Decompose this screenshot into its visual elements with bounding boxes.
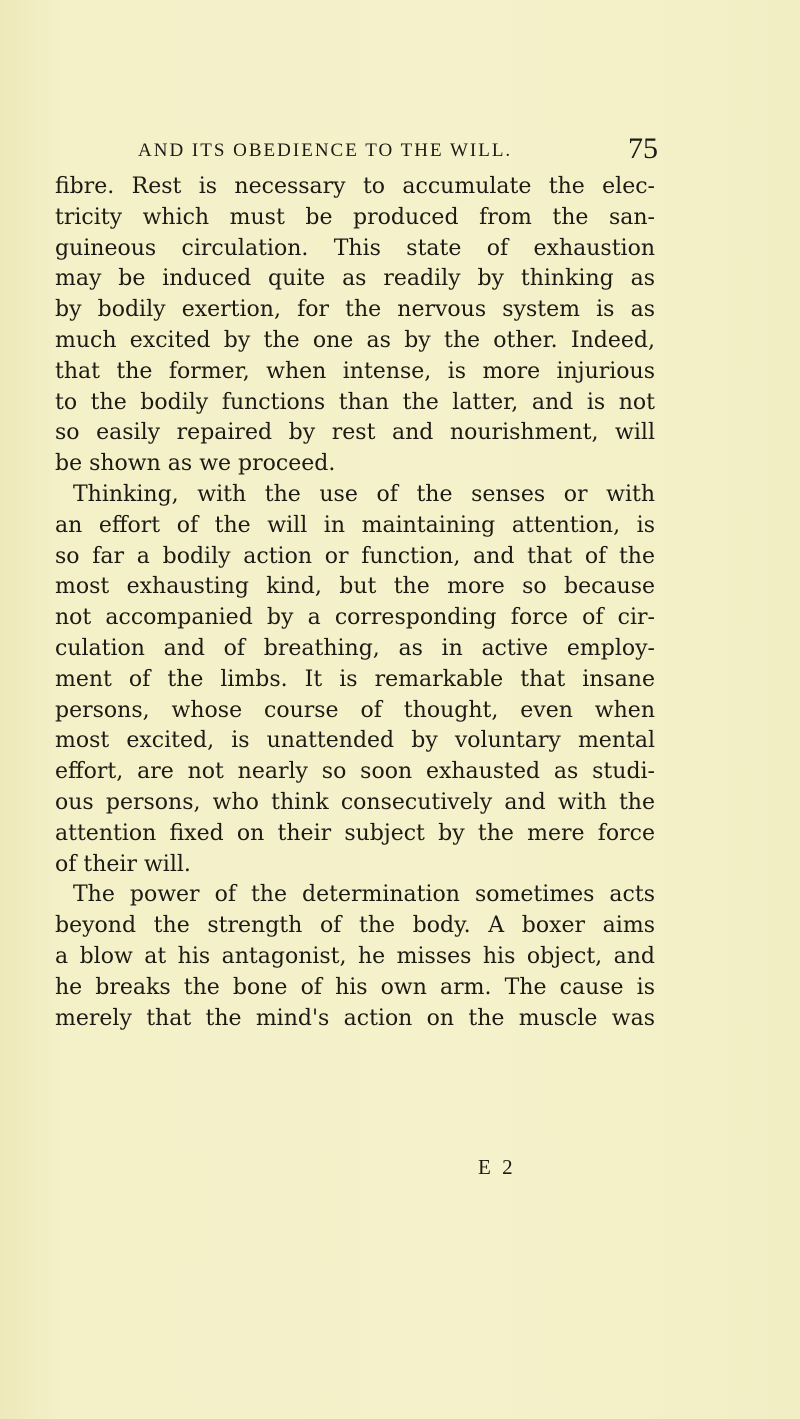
text-line: be shown as we proceed. xyxy=(55,451,336,477)
text-line: ous persons, who think consecutively and with the xyxy=(55,789,655,815)
signature-mark: E 2 xyxy=(478,1155,516,1179)
text-line: Thinking, with the use of the senses or with xyxy=(73,481,655,507)
text-line: The power of the determination sometimes acts xyxy=(73,882,655,908)
text-line: a blow at his antagonist, he misses his object, and xyxy=(55,943,655,969)
text-line: an effort of the will in maintaining attention, is xyxy=(55,512,655,538)
text-line: beyond the strength of the body. A boxer aims xyxy=(55,913,655,939)
text-line: tricity which must be produced from the san- xyxy=(55,204,655,230)
body-text xyxy=(55,172,655,1034)
text-line: by bodily exertion, for the nervous system is as xyxy=(55,297,655,323)
text-line: so far a bodily action or function, and that of the xyxy=(55,543,655,569)
text-line: guineous circulation. This state of exhaustion xyxy=(55,235,655,261)
text-line: fibre. Rest is necessary to accumulate the elec- xyxy=(55,174,655,199)
text-line: merely that the mind's action on the muscle was xyxy=(55,1005,655,1031)
text-line: he breaks the bone of his own arm. The cause is xyxy=(55,974,655,1000)
text-line: persons, whose course of thought, even when xyxy=(55,697,655,723)
page-number: 75 xyxy=(628,132,658,165)
text-line: that the former, when intense, is more injurious xyxy=(55,358,655,384)
text-line: attention fixed on their subject by the mere force xyxy=(55,820,655,846)
text-line: to the bodily functions than the latter, and is not xyxy=(55,389,655,415)
text-line: most exhausting kind, but the more so because xyxy=(55,574,655,600)
text-line: ment of the limbs. It is remarkable that insane xyxy=(55,666,655,692)
text-line: may be induced quite as readily by thinking as xyxy=(55,266,655,292)
text-line: effort, are not nearly so soon exhausted as studi- xyxy=(55,759,655,785)
text-line: not accompanied by a corresponding force of cir- xyxy=(55,605,655,631)
text-line: most excited, is unattended by voluntary mental xyxy=(55,728,655,754)
text-line: so easily repaired by rest and nourishment, will xyxy=(55,420,655,446)
text-line: much excited by the one as by the other. Indeed, xyxy=(55,327,655,353)
text-line: of their will. xyxy=(55,851,191,877)
running-title: AND ITS OBEDIENCE TO THE WILL. xyxy=(138,140,513,161)
text-line: culation and of breathing, as in active employ- xyxy=(55,635,655,661)
